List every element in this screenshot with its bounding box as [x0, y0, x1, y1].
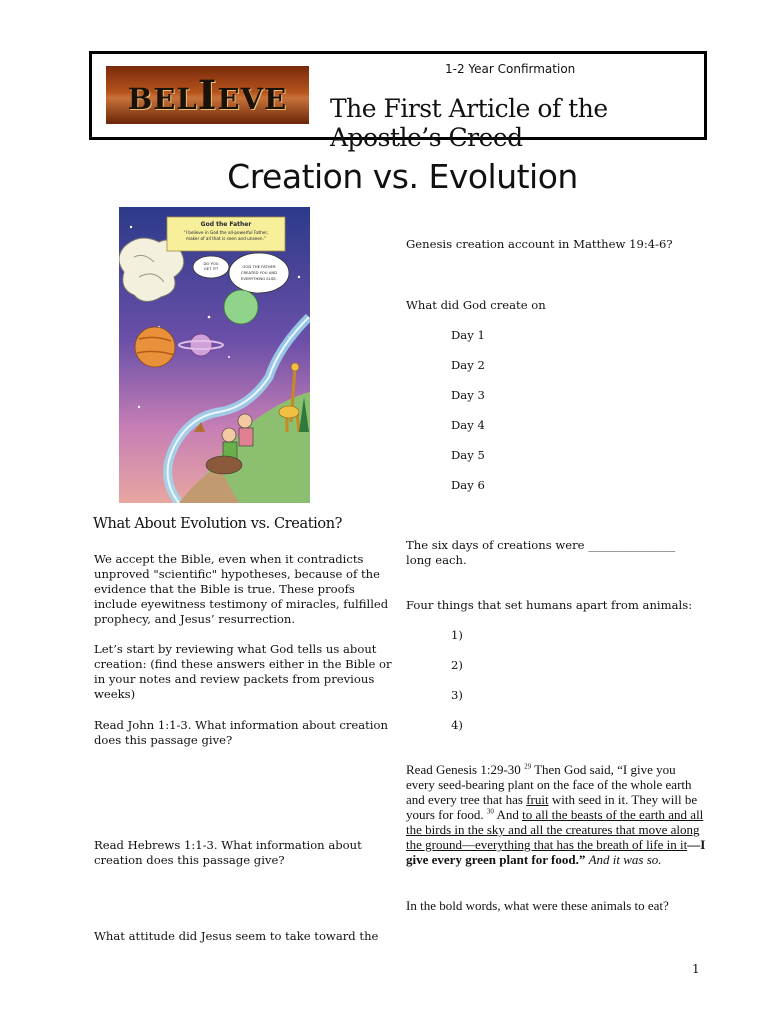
day-item: Day 2	[451, 358, 485, 372]
svg-text:GOD THE FATHER: GOD THE FATHER	[242, 264, 276, 269]
day-item: Day 4	[451, 418, 485, 432]
svg-text:EVERYTHING ELSE.: EVERYTHING ELSE.	[241, 276, 277, 281]
verse-29-text: Then God said, “I give you every seed-bearing plant on the face of the whole earth and every tree that has	[406, 762, 692, 807]
caption-title: God the Father	[200, 221, 252, 228]
question-create: What did God create on	[406, 298, 546, 312]
question-attitude: What attitude did Jesus seem to take toward the	[94, 929, 379, 943]
answer-number: 1)	[451, 628, 463, 642]
day-item: Day 6	[451, 478, 485, 492]
question-four-things: Four things that set humans apart from animals:	[406, 598, 693, 612]
svg-text:GET IT?: GET IT?	[203, 266, 219, 271]
page-number: 1	[692, 962, 700, 976]
verse-30-italic: And it was so.	[588, 852, 662, 867]
question-hebrews: Read Hebrews 1:1-3. What information about creation does this passage give?	[94, 838, 362, 867]
svg-text:“I believe in God the all-powe: “I believe in God the all-powerful Father,	[183, 230, 269, 235]
believe-logo	[106, 66, 309, 124]
intro-paragraph: We accept the Bible, even when it contradicts unproved "scientific" hypotheses, because of the evidence that the Bible is true. These proofs include eyewitness testimony of miracles, fulfilled prophecy, and Jesus’ resurrection.	[94, 552, 389, 626]
answer-number: 3)	[451, 688, 463, 702]
header-title: The First Article of the Apostle’s Creed	[330, 94, 608, 152]
creation-illustration	[119, 207, 310, 503]
verse-30-and: And	[496, 807, 519, 822]
answer-number: 2)	[451, 658, 463, 672]
day-item: Day 3	[451, 388, 485, 402]
header-box	[89, 51, 707, 152]
question-six-days: The six days of creations were _______________ long each.	[406, 538, 676, 567]
genesis-reference: Read Genesis 1:29-30	[406, 762, 521, 777]
verse-number: 29	[524, 762, 532, 771]
svg-text:CREATED YOU AND: CREATED YOU AND	[240, 270, 278, 275]
question-john: Read John 1:1-3. What information about creation does this passage give?	[94, 718, 388, 747]
illustration-svg	[119, 207, 310, 503]
header-subtitle: 1-2 Year Confirmation	[445, 62, 576, 76]
answer-number: 4)	[451, 718, 463, 732]
verse-30-bold: —I give every green plant for food.”	[406, 837, 706, 867]
section-heading: What About Evolution vs. Creation?	[93, 516, 343, 532]
verse-30-underline: to all the beasts of the earth and all the birds in the sky and all the creatures that move along the ground—everything that has the breath of life in it	[406, 807, 704, 852]
day-item: Day 1	[451, 328, 485, 342]
question-genesis-continued: Genesis creation account in Matthew 19:4-6?	[406, 237, 673, 251]
verse-29-text-end: with seed in it. They will be yours for food.	[406, 792, 698, 822]
genesis-passage	[406, 762, 706, 867]
svg-text:DO YOU: DO YOU	[203, 261, 219, 266]
svg-text:maker of all that is seen and: maker of all that is seen and unseen.”	[186, 236, 266, 241]
day-item: Day 5	[451, 448, 485, 462]
verse-29-underline: fruit	[526, 792, 549, 807]
main-title: Creation vs. Evolution	[227, 157, 578, 196]
question-bold-words: In the bold words, what were these animals to eat?	[406, 898, 669, 913]
verse-number: 30	[486, 807, 494, 816]
logo-text: BELIEVE	[127, 71, 288, 119]
review-paragraph: Let’s start by reviewing what God tells us about creation: (find these answers either in the Bible or in your notes and review packets from previous weeks)	[94, 642, 392, 701]
